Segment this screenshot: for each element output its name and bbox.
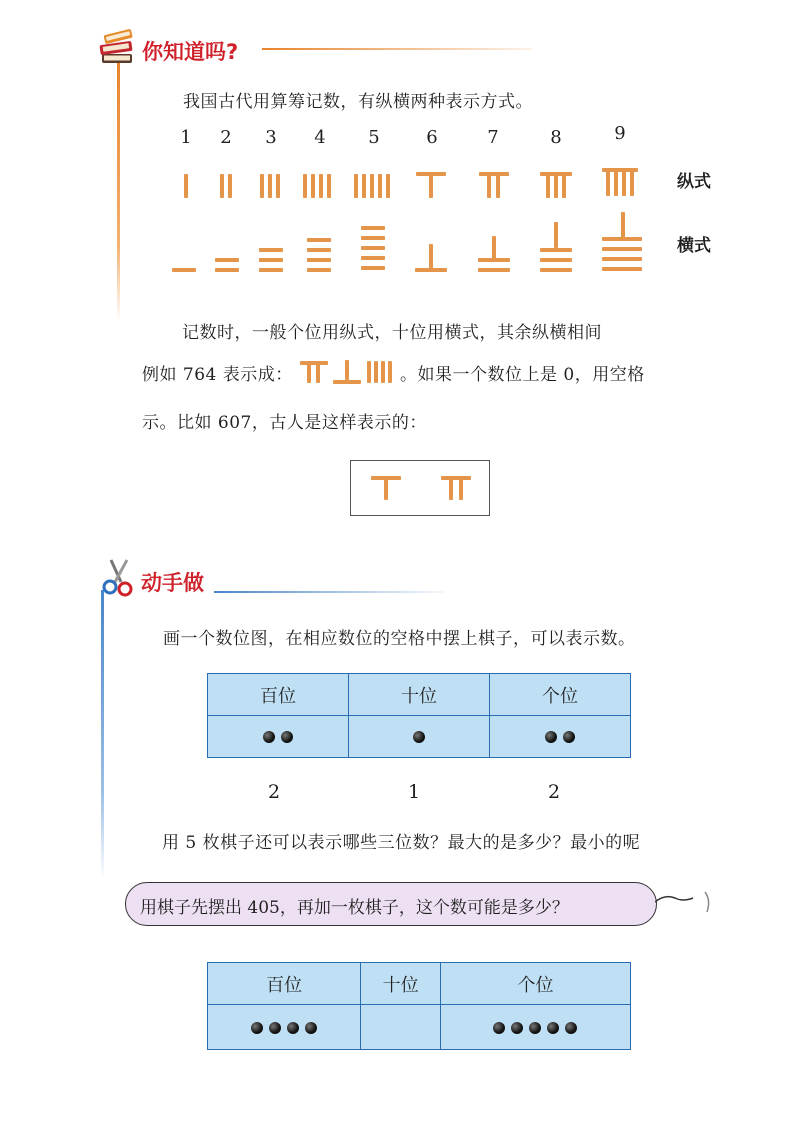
row-label-horizontal: 横式 bbox=[677, 236, 711, 256]
rod bbox=[487, 172, 491, 198]
rod bbox=[621, 212, 625, 238]
rods-607-box bbox=[350, 460, 490, 516]
rod bbox=[354, 174, 358, 198]
rod bbox=[540, 258, 572, 262]
rod bbox=[441, 476, 471, 480]
column-header-hundreds: 百位 bbox=[208, 963, 361, 1005]
rod bbox=[630, 168, 634, 196]
rod bbox=[361, 246, 385, 250]
paragraph-example-start: 例如 764 表示成： bbox=[142, 365, 293, 385]
rod bbox=[333, 380, 361, 384]
section-rule bbox=[214, 591, 444, 593]
rod bbox=[381, 361, 385, 383]
number-label: 8 bbox=[550, 127, 562, 148]
hundreds-cell bbox=[208, 716, 349, 758]
counter bbox=[263, 731, 275, 743]
speech-bubble-text: 用棋子先摆出 405，再加一枚棋子，这个数可能是多少？ bbox=[140, 898, 569, 918]
counter bbox=[413, 731, 425, 743]
rod bbox=[388, 361, 392, 383]
rod bbox=[429, 172, 433, 198]
section-margin-line bbox=[117, 62, 120, 322]
rod bbox=[327, 174, 331, 198]
rod bbox=[479, 172, 509, 176]
counter bbox=[251, 1022, 263, 1034]
rod bbox=[319, 174, 323, 198]
rod bbox=[384, 476, 388, 500]
rod bbox=[361, 256, 385, 260]
rod bbox=[540, 248, 572, 252]
rod bbox=[459, 476, 463, 500]
rod bbox=[259, 258, 283, 262]
ones-cell bbox=[490, 716, 631, 758]
tens-cell bbox=[361, 1005, 441, 1050]
rod bbox=[228, 174, 232, 198]
rod bbox=[184, 174, 188, 198]
counter bbox=[563, 731, 575, 743]
rod bbox=[215, 268, 239, 272]
instruction-text: 画一个数位图，在相应数位的空格中摆上棋子，可以表示数。 bbox=[163, 629, 636, 649]
number-label: 3 bbox=[265, 127, 277, 148]
rod bbox=[311, 174, 315, 198]
counter bbox=[269, 1022, 281, 1034]
rod bbox=[374, 361, 378, 383]
rod bbox=[307, 238, 331, 242]
rod bbox=[307, 248, 331, 252]
column-header-ones: 个位 bbox=[490, 674, 631, 716]
rod bbox=[300, 361, 328, 365]
rod bbox=[496, 172, 500, 198]
rod bbox=[602, 267, 642, 271]
rod bbox=[307, 268, 331, 272]
rod bbox=[362, 174, 366, 198]
rod bbox=[215, 258, 239, 262]
counter bbox=[493, 1022, 505, 1034]
rod bbox=[602, 257, 642, 261]
rod bbox=[303, 174, 307, 198]
rod bbox=[602, 247, 642, 251]
rod bbox=[386, 174, 390, 198]
rod bbox=[429, 244, 433, 270]
rod bbox=[307, 258, 331, 262]
intro-text: 我国古代用算筹记数，有纵横两种表示方式。 bbox=[183, 92, 533, 112]
column-header-hundreds: 百位 bbox=[208, 674, 349, 716]
rod bbox=[370, 174, 374, 198]
rod bbox=[268, 174, 272, 198]
rod bbox=[614, 168, 618, 196]
rod bbox=[415, 268, 447, 272]
counter bbox=[281, 731, 293, 743]
rod bbox=[546, 172, 550, 198]
number-label: 7 bbox=[487, 127, 499, 148]
rod bbox=[220, 174, 224, 198]
rod bbox=[260, 174, 264, 198]
books-icon bbox=[98, 28, 138, 70]
rod bbox=[622, 168, 626, 196]
counter bbox=[545, 731, 557, 743]
counter bbox=[565, 1022, 577, 1034]
rod bbox=[276, 174, 280, 198]
digit-hundreds: 2 bbox=[267, 781, 281, 803]
question-text: 用 5 枚棋子还可以表示哪些三位数？最大的是多少？最小的呢 bbox=[162, 833, 641, 853]
rod bbox=[307, 361, 311, 383]
rod bbox=[361, 266, 385, 270]
number-label: 5 bbox=[368, 127, 380, 148]
column-header-ones: 个位 bbox=[440, 963, 630, 1005]
place-value-table-212 bbox=[207, 673, 631, 758]
digit-tens: 1 bbox=[407, 781, 421, 803]
section-margin-line bbox=[101, 590, 104, 880]
rod bbox=[367, 361, 371, 383]
rod bbox=[361, 236, 385, 240]
rod bbox=[478, 268, 510, 272]
counter bbox=[547, 1022, 559, 1034]
scissors-icon bbox=[97, 556, 137, 598]
rod bbox=[259, 268, 283, 272]
section-rule bbox=[262, 48, 532, 50]
rod bbox=[606, 168, 610, 196]
speech-bubble bbox=[125, 882, 657, 926]
number-label: 2 bbox=[220, 127, 232, 148]
digit-ones: 2 bbox=[547, 781, 561, 803]
rod bbox=[602, 237, 642, 241]
place-value-table-405-plus bbox=[207, 962, 631, 1050]
rod bbox=[361, 226, 385, 230]
counter bbox=[287, 1022, 299, 1034]
tens-cell bbox=[349, 716, 490, 758]
row-label-vertical: 纵式 bbox=[677, 172, 711, 192]
rod bbox=[478, 258, 510, 262]
column-header-tens: 十位 bbox=[361, 963, 441, 1005]
number-label: 9 bbox=[614, 123, 626, 144]
number-label: 1 bbox=[180, 127, 192, 148]
section-title-know: 你知道吗? bbox=[142, 40, 239, 64]
hundreds-cell bbox=[208, 1005, 361, 1050]
rod bbox=[259, 248, 283, 252]
speech-tail-icon bbox=[655, 888, 715, 918]
counter bbox=[529, 1022, 541, 1034]
rod bbox=[540, 268, 572, 272]
rod bbox=[378, 174, 382, 198]
number-label: 4 bbox=[314, 127, 326, 148]
section-title-handson: 动手做 bbox=[141, 571, 204, 595]
rod bbox=[345, 360, 349, 380]
rod bbox=[562, 172, 566, 198]
rod bbox=[172, 268, 196, 272]
paragraph-example-end: 。如果一个数位上是 0，用空格 bbox=[400, 365, 645, 385]
paragraph-607: 示。比如 607，古人是这样表示的： bbox=[142, 413, 427, 433]
ones-cell bbox=[440, 1005, 630, 1050]
number-label: 6 bbox=[426, 127, 438, 148]
counter bbox=[305, 1022, 317, 1034]
rod bbox=[554, 222, 558, 248]
column-header-tens: 十位 bbox=[349, 674, 490, 716]
rod bbox=[554, 172, 558, 198]
rod bbox=[449, 476, 453, 500]
paragraph-rule: 记数时，一般个位用纵式，十位用横式，其余纵横相间 bbox=[182, 323, 602, 343]
counter bbox=[511, 1022, 523, 1034]
rod bbox=[316, 361, 320, 383]
